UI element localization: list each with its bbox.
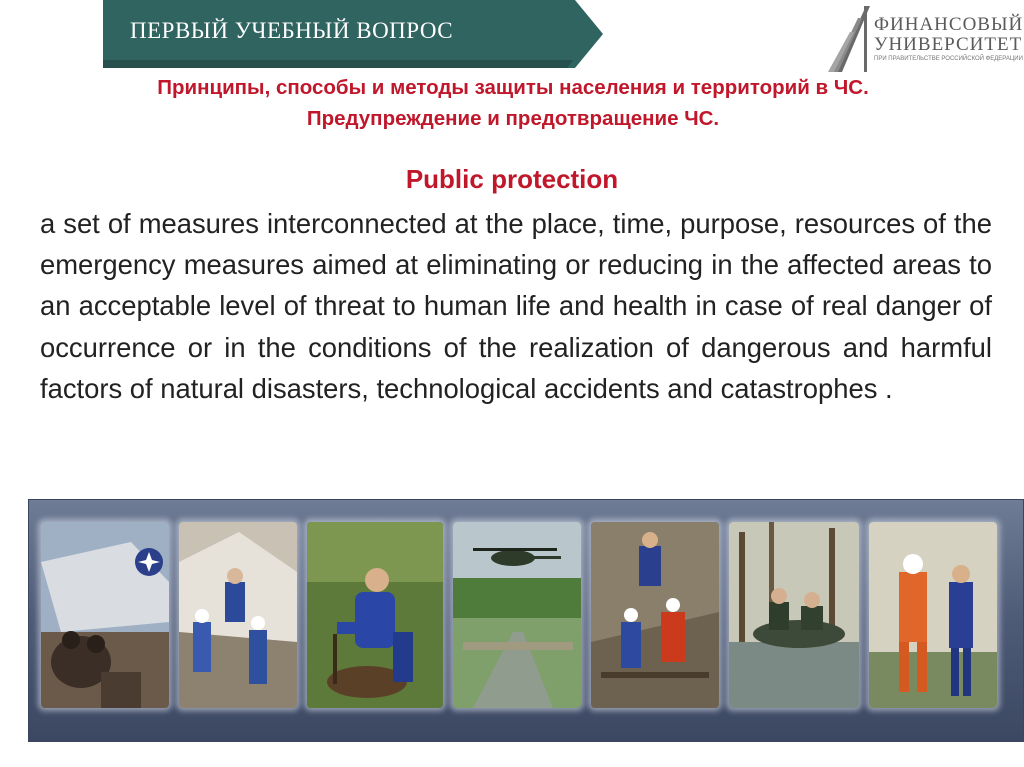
definition-paragraph: a set of measures interconnected at the place, time, purpose, resources of the emergency measures aimed at eliminating or reducing in the affected areas to an acceptable level of threat to human life and health in case of real danger of occurrence or in the conditions of the realization of dangerous and harmful factors of natural disasters, technological accidents and catastrophes . (40, 208, 992, 404)
photo-rescue-workers (869, 522, 997, 708)
slide-section-title: ПЕРВЫЙ УЧЕБНЫЙ ВОПРОС (130, 18, 454, 43)
university-emblem-icon (828, 4, 874, 74)
photo-collage (28, 499, 1024, 742)
term-heading: Public protection (405, 164, 619, 194)
university-logo (828, 4, 1024, 74)
photo-demining (307, 522, 443, 708)
photo-flood-boat (729, 522, 859, 708)
logo-text-line3: ПРИ ПРАВИТЕЛЬСТВЕ РОССИЙСКОЙ ФЕДЕРАЦИИ (874, 56, 1023, 62)
logo-text-line2: УНИВЕРСИТЕТ (874, 34, 1023, 55)
logo-text-line1: ФИНАНСОВЫЙ (874, 14, 1024, 35)
photo-water-rescue (591, 522, 719, 708)
photo-helicopter-flood (453, 522, 581, 708)
photo-helicopter-rescue (41, 522, 169, 708)
header-banner (103, 0, 603, 68)
subtitle-line1: Принципы, способы и методы защиты населения и территорий в ЧС. (157, 76, 869, 99)
photo-rubble-search (179, 522, 297, 708)
subtitle-line2: Предупреждение и предотвращение ЧС. (306, 107, 720, 130)
